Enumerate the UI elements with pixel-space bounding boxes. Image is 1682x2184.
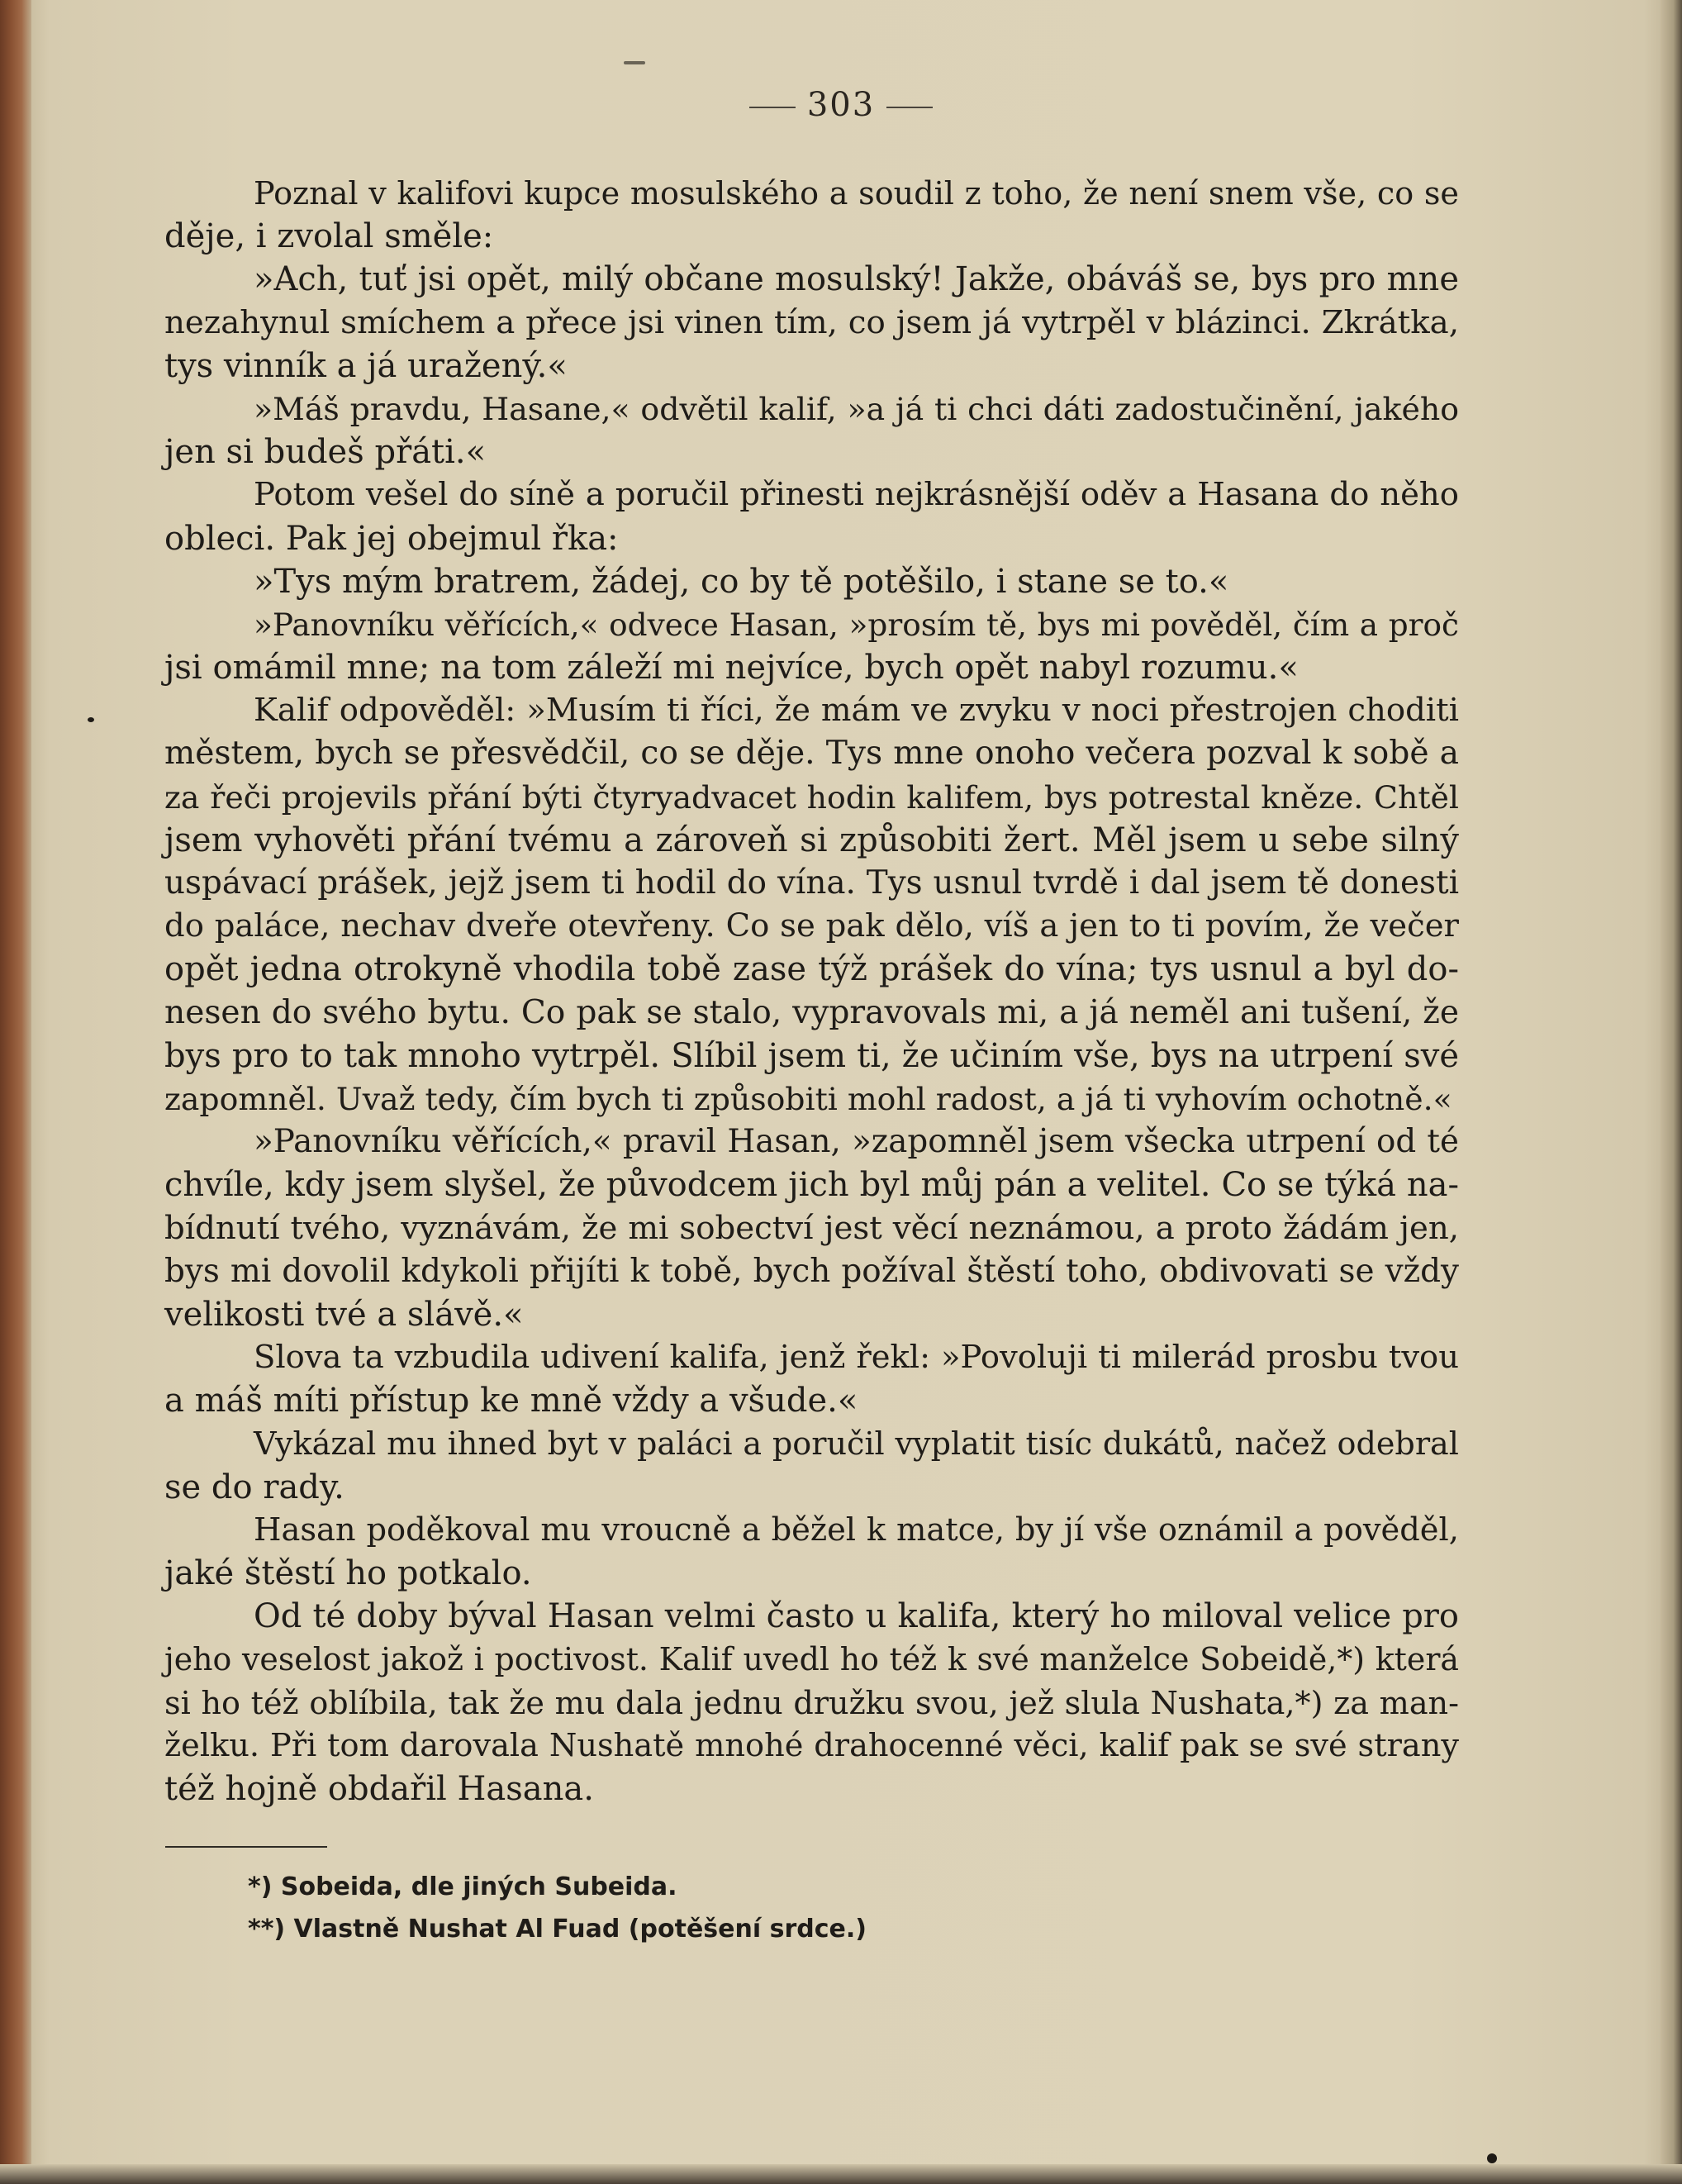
page-number-header — [0, 86, 1682, 124]
footnote-rule — [165, 1846, 327, 1848]
text-line: nezahynul smíchem a přece jsi vinen tím, co jsem já vytrpěl v blázinci. Zkrátka, — [164, 303, 1459, 341]
page-number: 303 — [806, 86, 876, 124]
text-line: tys vinník a já uražený.« — [164, 346, 568, 385]
footnote-mark: *) — [248, 1872, 273, 1901]
text-line: Poznal v kalifovi kupce mosulského a soudil z toho, že není snem vše, co se — [254, 175, 1459, 212]
text-line: Vykázal mu ihned byt v paláci a poručil vyplatit tisíc dukátů, načež odebral — [254, 1425, 1459, 1463]
text-line: do paláce, nechav dveře otevřeny. Co se pak dělo, víš a jen to ti povím, že večer — [164, 907, 1459, 945]
page-binding-edge — [0, 0, 31, 2184]
page-bottom-edge — [0, 2164, 1682, 2184]
text-line: uspávací prášek, jejž jsem ti hodil do vína. Tys usnul tvrdě i dal jsem tě donesti — [164, 864, 1459, 902]
text-line: jsi omámil mne; na tom záleží mi nejvíce, bych opět nabyl rozumu.« — [164, 649, 1299, 688]
page-number-dash-left — [749, 107, 796, 108]
text-line: »Ach, tuť jsi opět, milý občane mosulský! Jakže, obáváš se, bys pro mne — [254, 260, 1459, 299]
text-line: Kalif odpověděl: »Musím ti říci, že mám ve zvyku v noci přestrojen choditi — [254, 692, 1459, 730]
ink-speck — [88, 717, 94, 722]
text-line: jaké štěstí ho potkalo. — [164, 1554, 532, 1592]
text-line: bídnutí tvého, vyznávám, že mi sobectví jest věcí neznámou, a proto žádám jen, — [164, 1209, 1459, 1247]
text-line: zapomněl. Uvaž tedy, čím bych ti způsobiti mohl radost, a já ti vyhovím ochotně.« — [164, 1080, 1452, 1117]
footnote-text: Sobeida, dle jiných Subeida. — [280, 1872, 677, 1901]
text-line: »Panovníku věřících,« pravil Hasan, »zapomněl jsem všecka utrpení od té — [254, 1123, 1459, 1161]
text-line: děje, i zvolal směle: — [164, 217, 494, 256]
footnote-text: Vlastně Nushat Al Fuad (potěšení srdce.) — [293, 1915, 867, 1944]
text-line: »Panovníku věřících,« odvece Hasan, »prosím tě, bys mi pověděl, čím a proč — [254, 606, 1459, 643]
text-line: a máš míti přístup ke mně vždy a všude.« — [164, 1382, 858, 1420]
text-line: jen si budeš přáti.« — [164, 433, 487, 472]
text-line: se do rady. — [164, 1468, 344, 1506]
footnote — [248, 1908, 1239, 1950]
text-line: Hasan poděkoval mu vroucně a běžel k matce, by jí vše oznámil a pověděl, — [254, 1511, 1459, 1549]
text-line: nesen do svého bytu. Co pak se stalo, vypravovals mi, a já neměl ani tušení, že — [164, 993, 1459, 1031]
footnote-mark: **) — [248, 1915, 286, 1944]
text-line: »Máš pravdu, Hasane,« odvětil kalif, »a já ti chci dáti zadostučinění, jakého — [254, 390, 1459, 427]
page-right-edge — [1661, 0, 1682, 2184]
body-text — [164, 172, 1459, 1810]
text-line: jsem vyhověti přání tvému a zároveň si způsobiti žert. Měl jsem u sebe silný — [164, 821, 1459, 859]
text-line: též hojně obdařil Hasana. — [164, 1769, 594, 1808]
text-line: opět jedna otrokyně vhodila tobě zase týž prášek do vína; tys usnul a byl do- — [164, 950, 1459, 989]
page-number-dash-right — [886, 107, 933, 108]
footnotes — [248, 1866, 1239, 1950]
ink-speck — [624, 61, 645, 64]
text-line: velikosti tvé a slávě.« — [164, 1295, 524, 1334]
ink-speck — [1487, 2153, 1497, 2163]
text-line: »Tys mým bratrem, žádej, co by tě potěšilo, i stane se to.« — [254, 562, 1229, 601]
text-line: si ho též oblíbila, tak že mu dala jednu družku svou, jež slula Nushata,*) za man- — [164, 1684, 1459, 1721]
text-line: za řeči projevils přání býti čtyryadvacet hodin kalifem, bys potrestal kněze. Chtěl — [164, 778, 1459, 816]
footnote — [248, 1866, 1239, 1908]
text-line: Slova ta vzbudila udivení kalifa, jenž řekl: »Povoluji ti milerád prosbu tvou — [254, 1339, 1459, 1377]
text-line: chvíle, kdy jsem slyšel, že původcem jich byl můj pán a velitel. Co se týká na- — [164, 1166, 1459, 1205]
text-line: bys mi dovolil kdykoli přijíti k tobě, bych požíval štěstí toho, obdivovati se vždy — [164, 1252, 1459, 1290]
text-line: obleci. Pak jej obejmul řka: — [164, 519, 619, 558]
text-line: Od té doby býval Hasan velmi často u kalifa, který ho miloval velice pro — [254, 1597, 1459, 1636]
text-line: městem, bych se přesvědčil, co se děje. Tys mne onoho večera pozval k sobě a — [164, 735, 1459, 773]
text-line: bys pro to tak mnoho vytrpěl. Slíbil jsem ti, že učiním vše, bys na utrpení své — [164, 1036, 1459, 1075]
text-line: želku. Při tom darovala Nushatě mnohé drahocenné věci, kalif pak se své strany — [164, 1726, 1459, 1764]
text-line: Potom vešel do síně a poručil přinesti nejkrásnější oděv a Hasana do něho — [254, 476, 1459, 514]
text-line: jeho veselost jakož i poctivost. Kalif uvedl ho též k své manželce Sobeidě,*) která — [164, 1641, 1459, 1678]
